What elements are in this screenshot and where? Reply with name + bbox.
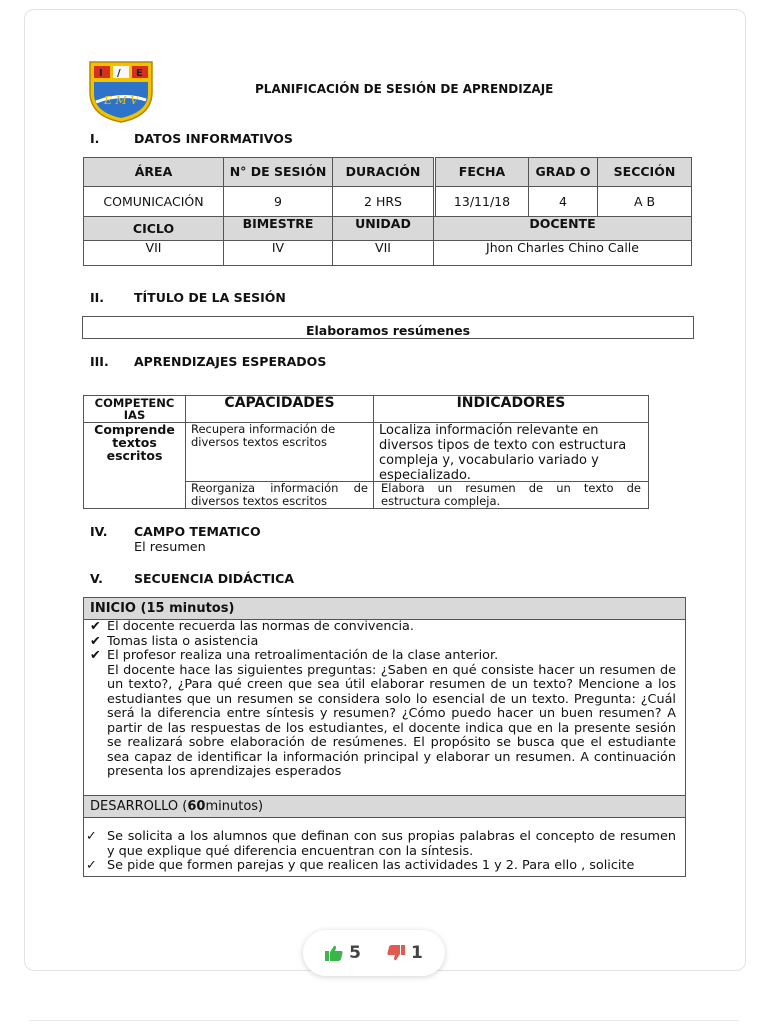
value-unidad: VII	[332, 240, 434, 266]
check-icon: ✓	[86, 858, 97, 873]
header-grado: GRAD O	[528, 157, 598, 187]
value-docente: Jhon Charles Chino Calle	[433, 240, 692, 266]
value-duracion: 2 HRS	[332, 186, 434, 217]
value-bimestre: IV	[223, 240, 333, 266]
thumbs-down-icon	[387, 945, 405, 961]
inicio-body	[83, 619, 686, 796]
document-title: PLANIFICACIÓN DE SESIÓN DE APRENDIZAJE	[255, 82, 554, 96]
desarrollo-item: ✓ Se pide que formen parejas y que realicen las actividades 1 y 2. Para ello , solicite	[86, 858, 635, 873]
value-ciclo: VII	[83, 240, 224, 266]
capacidad-1: Recupera información de diversos textos escritos	[185, 422, 374, 482]
header-seccion: SECCIÓN	[597, 157, 692, 187]
school-logo	[86, 56, 156, 124]
campo-tematico-value: El resumen	[134, 540, 206, 555]
check-item: ✔ El docente recuerda las normas de convivencia.	[90, 619, 414, 634]
check-icon: ✔	[90, 648, 101, 663]
inicio-paragraph: El docente hace las siguientes preguntas: ¿Saben en qué consiste hacer un resumen de un texto?, ¿Para qué creen que sea útil elaborar resumen de un texto? Mencione a los estudiantes que un resumen se considera solo lo esencial de un texto. Pregunta: ¿Cuál será la diferencia entre síntesis y resumen? ¿Cómo puedo hacer un buen resumen? A partir de las respuestas de los estudiantes, el docente indica que en la presente sesión se realizará sobre elaboración de resúmenes. El propósito se busca que el estudiante sea capaz de identificar la información principal y elaborar un resumen. A continuación presenta los aprendizajes esperados	[107, 662, 676, 779]
header-indicadores: INDICADORES	[373, 395, 649, 423]
competencia-cell: Comprende textos escritos	[83, 422, 186, 509]
header-bimestre: BIMESTRE	[223, 216, 333, 241]
indicador-2: Elabora un resumen de un texto de estructura compleja.	[373, 481, 649, 509]
check-item: ✔ Tomas lista o asistencia	[90, 633, 259, 649]
check-icon: ✓	[86, 829, 97, 844]
inicio-header: INICIO (15 minutos)	[83, 597, 686, 620]
footer-divider	[30, 1020, 738, 1021]
header-capacidades: CAPACIDADES	[185, 395, 374, 423]
header-n-sesion: N° DE SESIÓN	[223, 157, 333, 187]
header-docente: DOCENTE	[433, 216, 692, 241]
thumbs-up-icon	[325, 945, 343, 961]
header-ciclo: CICLO	[83, 216, 224, 241]
like-button[interactable]	[325, 943, 361, 963]
indicador-1: Localiza información relevante en diversos tipos de texto con estructura compleja y, vocabulario variado y especializado.	[373, 422, 649, 482]
value-n-sesion: 9	[223, 186, 333, 217]
header-unidad: UNIDAD	[332, 216, 434, 241]
desarrollo-item: ✓ Se solicita a los alumnos que definan con sus propias palabras el concepto de resumen y que explique qué diferencia encuentran con la síntesis.	[86, 829, 676, 859]
check-item: ✔ El profesor realiza una retroalimentación de la clase anterior.	[90, 648, 499, 663]
dislike-button[interactable]	[387, 943, 423, 963]
capacidad-2: Reorganiza información de diversos textos escritos	[185, 481, 374, 509]
check-icon: ✔	[90, 619, 101, 634]
header-competencias: COMPETENC IAS	[83, 395, 186, 423]
header-duracion: DURACIÓN	[332, 157, 434, 187]
section-heading: I. DATOS INFORMATIVOS	[90, 131, 293, 146]
section-heading: V. SECUENCIA DIDÁCTICA	[90, 571, 294, 586]
value-grado: 4	[528, 186, 598, 217]
value-area: COMUNICACIÓN	[83, 186, 224, 217]
inicio-checklist	[90, 620, 676, 664]
header-fecha: FECHA	[435, 157, 529, 187]
svg-text:E M V: E M V	[104, 94, 139, 107]
svg-text:E: E	[136, 68, 143, 79]
value-fecha: 13/11/18	[435, 186, 529, 217]
session-title: Elaboramos resúmenes	[82, 316, 694, 339]
check-icon: ✔	[90, 633, 101, 649]
like-count: 5	[349, 943, 361, 963]
dislike-count: 1	[411, 943, 423, 963]
svg-text:/: /	[117, 68, 121, 79]
value-seccion: A B	[597, 186, 692, 217]
desarrollo-header: DESARROLLO ( 60 minutos)	[83, 795, 686, 818]
svg-text:I: I	[99, 68, 103, 79]
header-area: ÁREA	[83, 157, 224, 187]
desarrollo-body	[83, 817, 686, 877]
feedback-bar	[303, 930, 445, 976]
section-heading: III. APRENDIZAJES ESPERADOS	[90, 354, 327, 369]
section-heading: II. TÍTULO DE LA SESIÓN	[90, 290, 286, 305]
section-heading: IV. CAMPO TEMATICO	[90, 524, 261, 539]
